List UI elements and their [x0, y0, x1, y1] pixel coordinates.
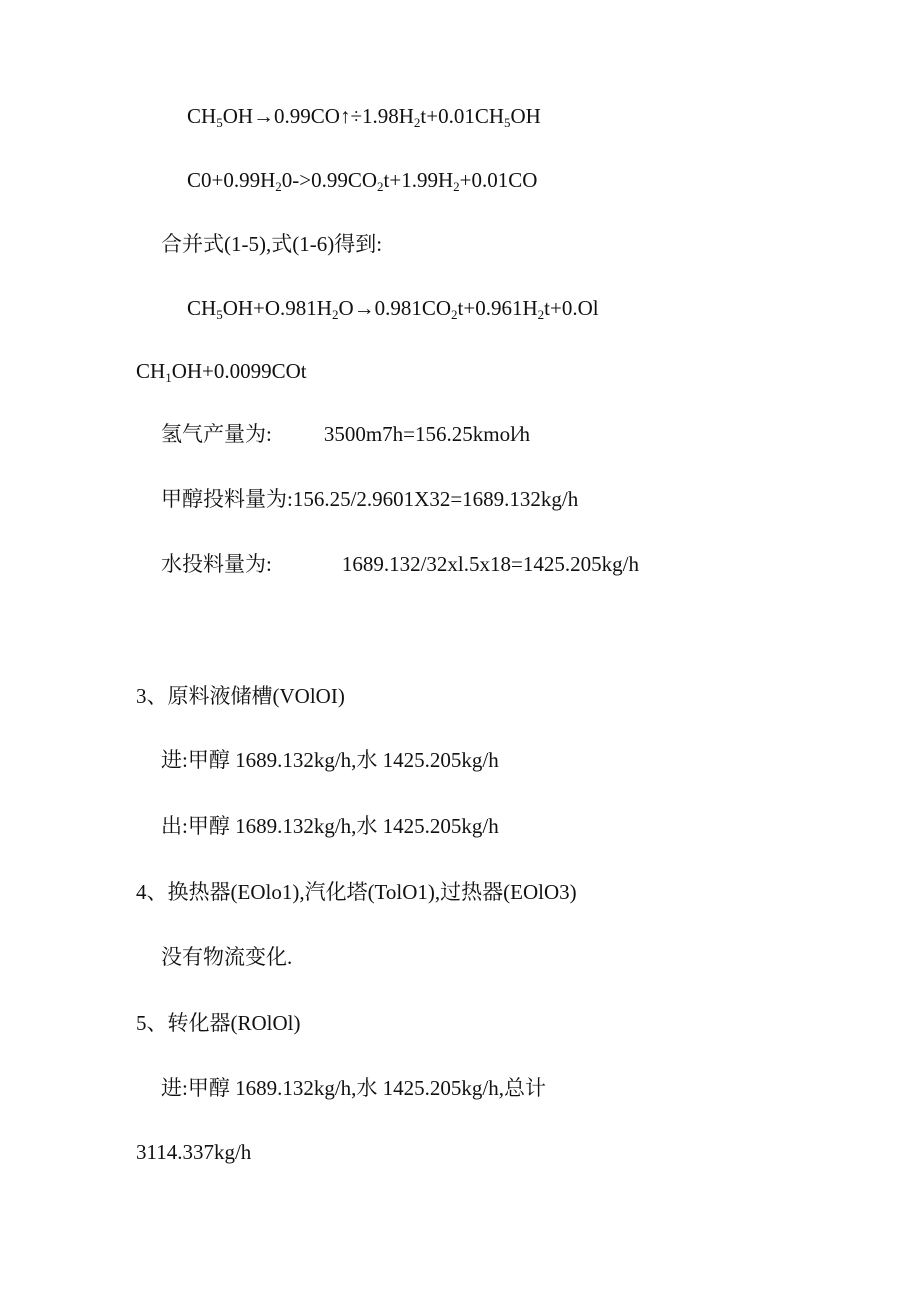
- equation-text: OH: [510, 104, 541, 128]
- equation-text: t+0.Ol: [544, 296, 599, 320]
- subscript: 2: [377, 179, 384, 194]
- equation-combined: [187, 295, 599, 321]
- equation-text: OH+0.0099COt: [171, 359, 307, 383]
- equation-text: O→0.981CO: [338, 296, 452, 320]
- equation-text: t+0.01CH: [420, 104, 504, 128]
- subscript: 2: [275, 179, 282, 194]
- converter-inlet-total: 3114.337kg/h: [136, 1140, 252, 1164]
- equation-methanol-decomposition: [187, 103, 541, 129]
- subscript: 2: [453, 179, 460, 194]
- section-5-heading: 5、转化器(ROlOl): [136, 1011, 301, 1035]
- storage-inlet-line: 进:甲醇 1689.132kg/h,水 1425.205kg/h: [161, 748, 499, 772]
- no-flow-change-text: 没有物流变化.: [161, 945, 293, 969]
- equation-combined-continued: [136, 358, 307, 384]
- converter-inlet-line: 进:甲醇 1689.132kg/h,水 1425.205kg/h,总计: [161, 1076, 547, 1100]
- equation-text: t+1.99H: [383, 168, 454, 192]
- section-3-heading: 3、原料液储槽(VOlOI): [136, 684, 345, 708]
- equation-text: 0->0.99CO: [281, 168, 378, 192]
- equation-text: +0.01CO: [459, 168, 538, 192]
- equation-text: t+0.961H: [457, 296, 538, 320]
- storage-outlet-line: 出:甲醇 1689.132kg/h,水 1425.205kg/h: [161, 814, 499, 838]
- equation-text: CH: [187, 296, 217, 320]
- water-feed-label: 水投料量为:: [161, 552, 272, 576]
- subscript: 5: [216, 115, 223, 130]
- equation-water-gas-shift: [187, 167, 537, 193]
- subscript: 2: [451, 307, 458, 322]
- hydrogen-output-label: 氢气产量为:: [161, 422, 272, 446]
- subscript: 2: [537, 307, 545, 322]
- subscript: 5: [504, 115, 511, 130]
- combine-equations-text: 合并式(1-5),式(1-6)得到:: [161, 232, 383, 256]
- equation-text: C0+0.99H: [187, 168, 276, 192]
- subscript: 5: [216, 307, 223, 322]
- water-feed-value: 1689.132/32xl.5x18=1425.205kg/h: [341, 552, 639, 576]
- water-feed-line: [161, 551, 639, 577]
- equation-text: CH: [187, 104, 217, 128]
- section-4-heading: 4、换热器(EOlo1),汽化塔(TolO1),过热器(EOlO3): [136, 880, 577, 904]
- subscript: 2: [413, 115, 421, 130]
- subscript: 1: [165, 370, 172, 385]
- hydrogen-output-line: [161, 421, 530, 447]
- equation-text: CH: [136, 359, 166, 383]
- equation-text: OH→0.99CO↑÷1.98H: [222, 104, 414, 128]
- subscript: 2: [331, 307, 339, 322]
- methanol-feed-line: 甲醇投料量为:156.25/2.9601X32=1689.132kg/h: [161, 487, 579, 511]
- equation-text: OH+O.981H: [222, 296, 332, 320]
- hydrogen-output-value: 3500m7h=156.25kmol∕h: [323, 422, 530, 446]
